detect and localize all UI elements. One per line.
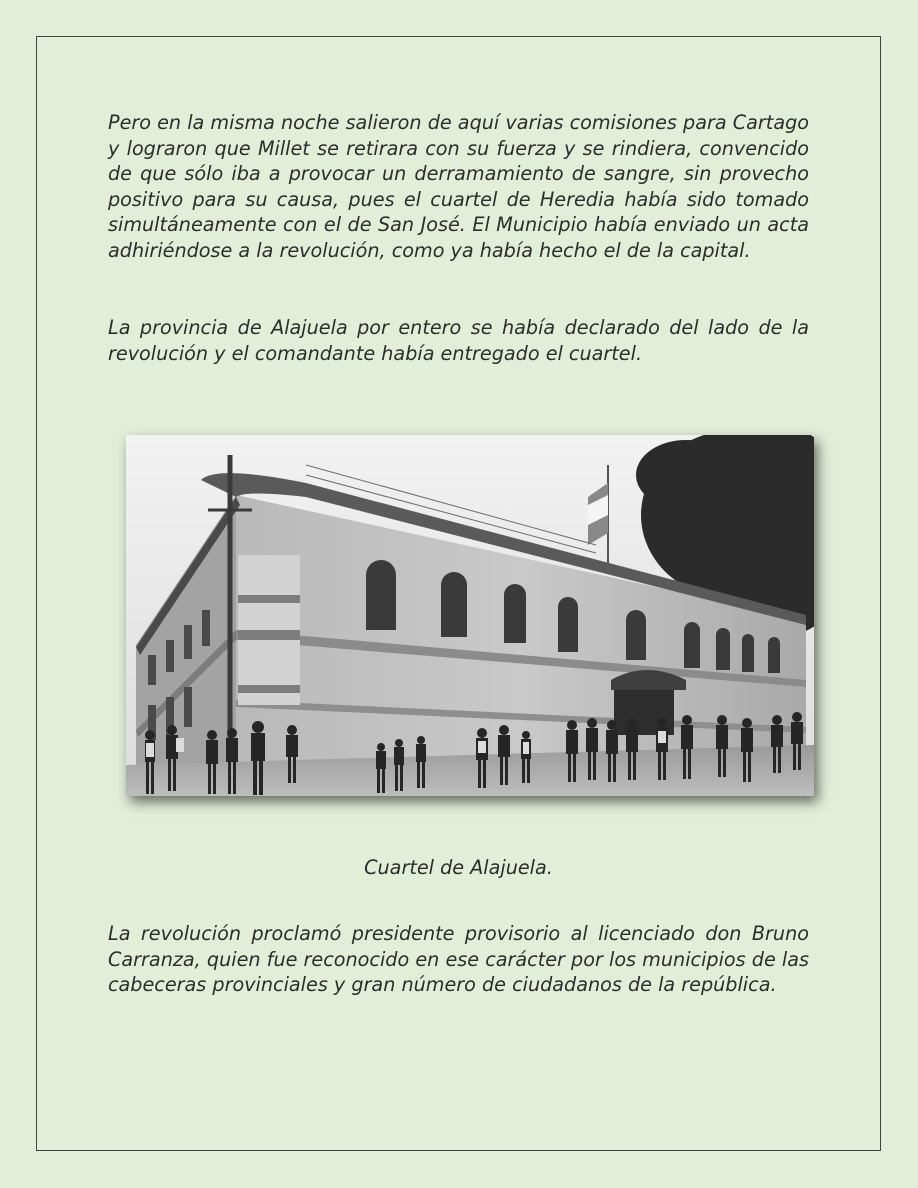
paragraph-2: La provincia de Alajuela por entero se había declarado del lado de la revolución y el comandante había entregado el cuartel.: [108, 316, 809, 365]
paragraph-3: La revolución proclamó presidente provisorio al licenciado don Bruno Carranza, quien fue reconocido en ese carácter por los municipios de las cabeceras provinciales y gran número de ciudadanos de la república.: [108, 922, 809, 997]
figure-caption: Cuartel de Alajuela.: [364, 856, 553, 879]
cuartel-photo: [126, 435, 814, 796]
paragraph-1: Pero en la misma noche salieron de aquí varias comisiones para Cartago y lograron que Millet se retirara con su fuerza y se rindiera, convencido de que sólo iba a provocar un derramamiento de sangre, sin provecho positivo para su causa, pues el cuartel de Heredia había sido tomado simultáneamente con el de San José. El Municipio había enviado un acta adhiriéndose a la revolución, como ya había hecho el de la capital.: [108, 111, 809, 262]
